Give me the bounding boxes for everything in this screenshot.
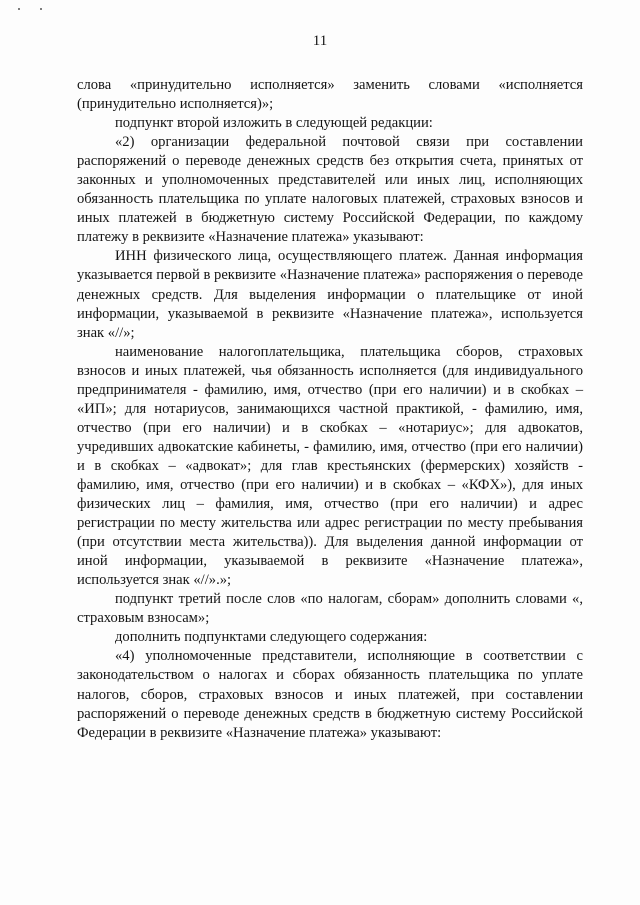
paragraph: подпункт второй изложить в следующей редакции:: [115, 115, 433, 132]
paragraph: подпункт третий после слов «по налогам, сборам» дополнить словами «, страховым взносам»;: [77, 591, 583, 627]
paragraph: ИНН физического лица, осуществляющего платеж. Данная информация указывается первой в реквизите «Назначение платежа» распоряжения о переводе денежных средств. Для выделения информации о плательщике от иной информации, указываемой в реквизите «Назначение платежа», используется знак «//»;: [77, 248, 583, 341]
paragraph: «4) уполномоченные представители, исполняющие в соответствии с законодательством о налогах и сборах обязанность плательщика по уплате налогов, сборов, страховых взносов и иных платежей, при составлении распоряжений о переводе денежных средств в бюджетную систему Российской Федерации в реквизите «Назначение платежа» указывают:: [77, 648, 583, 741]
scan-speck: [40, 8, 42, 10]
paragraph: дополнить подпунктами следующего содержания:: [115, 629, 428, 646]
paragraph: «2) организации федеральной почтовой связи при составлении распоряжений о переводе денежных средств без открытия счета, принятых от законных и уполномоченных представителей или иных лиц, исполняющих обязанность плательщика по уплате налоговых платежей, страховых взносов и иных платежей в бюджетную систему Российской Федерации, по каждому платежу в реквизите «Назначение платежа» указывают:: [77, 134, 583, 246]
page-number: 11: [312, 33, 328, 49]
document-body: [77, 76, 583, 743]
paragraph: наименование налогоплательщика, плательщика сборов, страховых взносов и иных платежей, чья обязанность исполняется (для индивидуального предпринимателя - фамилию, имя, отчество (при его наличии) и в скобках – «ИП»; для нотариусов, занимающихся частной практикой, - фамилию, имя, отчество (при его наличии) и в скобках – «нотариус»; для адвокатов, учредивших адвокатские кабинеты, - фамилию, имя, отчество (при его наличии) и в скобках – «адвокат»; для глав крестьянских (фермерских) хозяйств - фамилию, имя, отчество (при его наличии) и в скобках – «КФХ»), для иных физических лиц – фамилия, имя, отчество (при его наличии) и адрес регистрации по месту жительства или адрес регистрации по месту пребывания (при отсутствии места жительства)). Для выделения данной информации от иной информации, указываемой в реквизите «Назначение платежа», используется знак «//».»;: [77, 343, 583, 589]
scan-speck: [18, 8, 20, 10]
paragraph: слова «принудительно исполняется» заменить словами «исполняется (принудительно исполняется)»;: [77, 77, 583, 113]
